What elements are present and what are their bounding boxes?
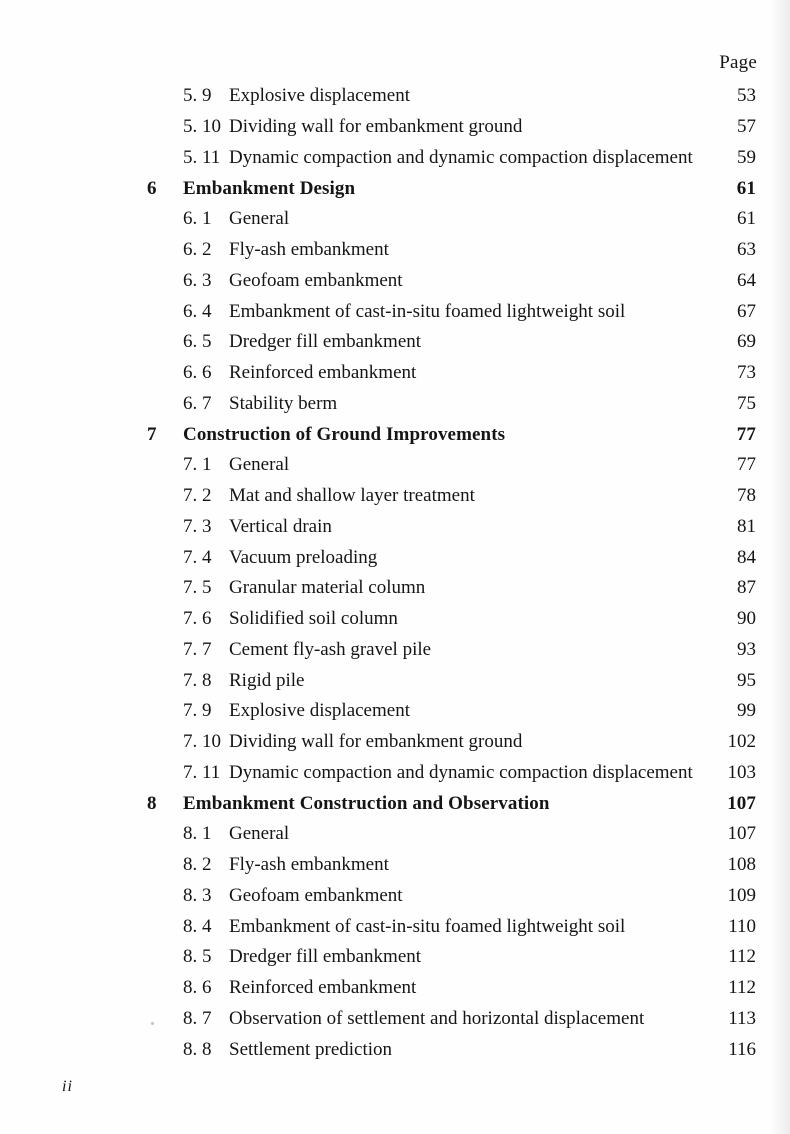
toc-entry-title: Fly-ash embankment xyxy=(229,239,389,261)
toc-entry-number: 7 xyxy=(147,423,157,445)
toc-entry-page: 95 xyxy=(737,669,756,691)
toc-entry xyxy=(0,696,790,727)
toc-entry xyxy=(0,1004,790,1035)
toc-entry xyxy=(0,481,790,512)
toc-entry xyxy=(0,512,790,543)
toc-entry-number: 6. 7 xyxy=(183,392,212,414)
toc-entry-page: 87 xyxy=(737,577,756,599)
toc-entry-page: 99 xyxy=(737,700,756,722)
toc-entry-title: Dynamic compaction and dynamic compaction displacement xyxy=(229,761,693,783)
toc-entry-number: 5. 9 xyxy=(183,85,212,107)
toc-entry xyxy=(0,81,790,112)
toc-entry-page: 63 xyxy=(737,239,756,261)
toc-entry-page: 102 xyxy=(727,731,756,753)
toc-entry-title: Geofoam embankment xyxy=(229,269,403,291)
toc-entry-number: 7. 6 xyxy=(183,608,212,630)
toc-entry-number: 6. 6 xyxy=(183,362,212,384)
scan-speckle xyxy=(151,1022,154,1025)
toc-entry-page: 110 xyxy=(728,915,756,937)
toc-entry xyxy=(0,450,790,481)
toc-entry xyxy=(0,419,790,450)
toc-entry-title: Embankment of cast-in-situ foamed lightweight soil xyxy=(229,915,626,937)
toc-entry-number: 7. 10 xyxy=(183,731,221,753)
toc-entry-page: 64 xyxy=(737,269,756,291)
toc-entry-number: 8. 8 xyxy=(183,1038,212,1060)
toc-entry-page: 78 xyxy=(737,485,756,507)
toc-entry xyxy=(0,143,790,174)
toc-entry-title: Dividing wall for embankment ground xyxy=(229,116,523,138)
toc-entry-number: 7. 11 xyxy=(183,761,221,783)
toc-entry-page: 109 xyxy=(727,884,756,906)
toc-entry-number: 7. 1 xyxy=(183,454,212,476)
toc-entry-number: 7. 3 xyxy=(183,515,212,537)
toc-entry xyxy=(0,758,790,789)
toc-entry-title: Rigid pile xyxy=(229,669,305,691)
toc-entry-page: 107 xyxy=(727,823,756,845)
toc-entry-number: 7. 7 xyxy=(183,638,212,660)
toc-entry-number: 8. 1 xyxy=(183,823,212,845)
toc-entry xyxy=(0,173,790,204)
toc-entry-number: 6. 4 xyxy=(183,300,212,322)
toc-entry-page: 57 xyxy=(737,116,756,138)
toc-entry-title: Explosive displacement xyxy=(229,700,410,722)
toc-entry xyxy=(0,327,790,358)
toc-entry-page: 61 xyxy=(736,177,756,199)
toc-entry xyxy=(0,850,790,881)
toc-entry-number: 7. 8 xyxy=(183,669,212,691)
toc-entry xyxy=(0,911,790,942)
toc-entry-page: 113 xyxy=(728,1007,756,1029)
toc-entry xyxy=(0,112,790,143)
toc-entry-title: Dividing wall for embankment ground xyxy=(229,731,523,753)
toc-entry xyxy=(0,235,790,266)
toc-entry-page: 90 xyxy=(737,608,756,630)
toc-entry-page: 77 xyxy=(736,423,756,445)
toc-entry-title: Stability berm xyxy=(229,392,338,414)
toc-entry xyxy=(0,788,790,819)
toc-entry-title: Embankment of cast-in-situ foamed lightweight soil xyxy=(229,300,626,322)
toc-entry-number: 5. 10 xyxy=(183,116,221,138)
toc-entry-page: 59 xyxy=(737,146,756,168)
toc-entry xyxy=(0,727,790,758)
toc-entry-title: Dredger fill embankment xyxy=(229,946,422,968)
toc-entry-title: Embankment Design xyxy=(183,177,356,199)
toc-entry xyxy=(0,819,790,850)
toc-entry-title: General xyxy=(229,208,290,230)
toc-entry-page: 61 xyxy=(737,208,756,230)
toc-entry-page: 75 xyxy=(737,392,756,414)
toc-entry-title: Reinforced embankment xyxy=(229,362,417,384)
toc-entry xyxy=(0,604,790,635)
toc-entry-title: Vertical drain xyxy=(229,515,332,537)
toc-entry xyxy=(0,296,790,327)
toc-entry-title: Dredger fill embankment xyxy=(229,331,422,353)
toc-entry xyxy=(0,1034,790,1065)
toc-entry-title: Solidified soil column xyxy=(229,608,398,630)
toc-entry xyxy=(0,389,790,420)
toc-entry-page: 73 xyxy=(737,362,756,384)
toc-entry-page: 84 xyxy=(737,546,756,568)
toc-entry-number: 6 xyxy=(147,177,157,199)
toc-entry-number: 7. 2 xyxy=(183,485,212,507)
toc-entry-title: General xyxy=(229,454,290,476)
toc-entry-title: Reinforced embankment xyxy=(229,977,417,999)
toc-entry-page: 93 xyxy=(737,638,756,660)
toc-entry-number: 8 xyxy=(147,792,157,814)
toc-entry-page: 112 xyxy=(728,946,756,968)
toc-entry-page: 108 xyxy=(727,854,756,876)
toc-entry-title: Dynamic compaction and dynamic compaction displacement xyxy=(229,146,693,168)
toc-entry-number: 8. 7 xyxy=(183,1007,212,1029)
toc-entry xyxy=(0,542,790,573)
toc-entry xyxy=(0,973,790,1004)
toc-entry-title: Fly-ash embankment xyxy=(229,854,389,876)
toc-entry-title: Observation of settlement and horizontal displacement xyxy=(229,1007,645,1029)
toc-entry-number: 6. 5 xyxy=(183,331,212,353)
toc-entry xyxy=(0,635,790,666)
toc-entry-number: 6. 2 xyxy=(183,239,212,261)
toc-entry-number: 7. 4 xyxy=(183,546,212,568)
toc-entry-page: 77 xyxy=(737,454,756,476)
toc-entry-title: Construction of Ground Improvements xyxy=(183,423,506,445)
toc-entry-title: Explosive displacement xyxy=(229,85,410,107)
toc-entry-number: 6. 3 xyxy=(183,269,212,291)
toc-entry-number: 8. 5 xyxy=(183,946,212,968)
toc-entry-page: 112 xyxy=(728,977,756,999)
toc-entry-number: 8. 3 xyxy=(183,884,212,906)
toc-entry-number: 7. 5 xyxy=(183,577,212,599)
toc-entry-number: 7. 9 xyxy=(183,700,212,722)
toc-entry-page: 81 xyxy=(737,515,756,537)
toc-entry xyxy=(0,266,790,297)
toc-entry-title: Mat and shallow layer treatment xyxy=(229,485,475,507)
toc-entry xyxy=(0,881,790,912)
toc-entry-page: 69 xyxy=(737,331,756,353)
toc-entry xyxy=(0,942,790,973)
toc-entry-page: 116 xyxy=(728,1038,756,1060)
toc-entry-page: 53 xyxy=(737,85,756,107)
toc-entry-number: 8. 2 xyxy=(183,854,212,876)
toc-entry-page: 107 xyxy=(727,792,756,814)
toc-entry xyxy=(0,665,790,696)
toc-entry-title: General xyxy=(229,823,290,845)
toc-entry-number: 5. 11 xyxy=(183,146,221,168)
toc-entry xyxy=(0,358,790,389)
toc-entry-title: Geofoam embankment xyxy=(229,884,403,906)
toc-entry-title: Embankment Construction and Observation xyxy=(183,792,550,814)
toc-entry-title: Settlement prediction xyxy=(229,1038,393,1060)
toc-entry-number: 6. 1 xyxy=(183,208,212,230)
toc-entry xyxy=(0,573,790,604)
toc-list xyxy=(0,81,790,1065)
page-column-header: Page xyxy=(719,52,757,73)
toc-entry-page: 67 xyxy=(737,300,756,322)
toc-entry-title: Granular material column xyxy=(229,577,426,599)
toc-entry-page: 103 xyxy=(727,761,756,783)
toc-entry-number: 8. 4 xyxy=(183,915,212,937)
toc-entry-title: Cement fly-ash gravel pile xyxy=(229,638,432,660)
folio-page-number: ii xyxy=(62,1078,73,1095)
toc-entry-number: 8. 6 xyxy=(183,977,212,999)
toc-entry xyxy=(0,204,790,235)
toc-entry-title: Vacuum preloading xyxy=(229,546,378,568)
